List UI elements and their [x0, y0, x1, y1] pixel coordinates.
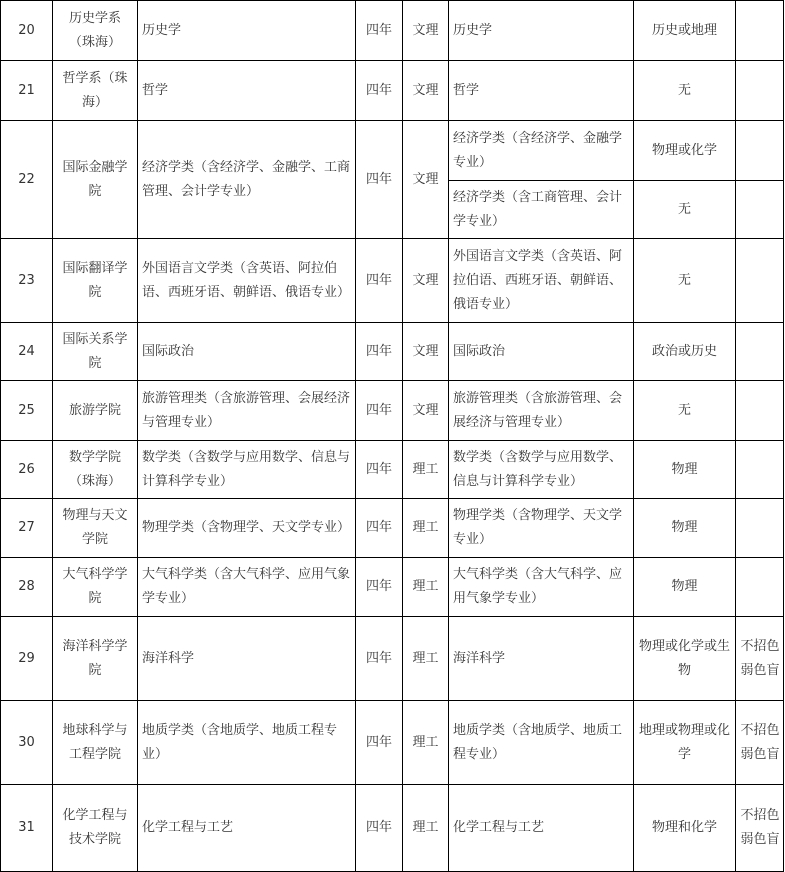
note: 不招色弱色盲: [740, 638, 780, 678]
study-years: 四年: [365, 272, 392, 288]
subject-requirement: 无: [677, 201, 691, 217]
college-name: 化学工程与技术学院: [62, 808, 128, 847]
note: 不招色弱色盲: [740, 722, 780, 762]
subject-group: 地质学类（含地质学、地质工程专业）: [453, 722, 623, 762]
subject-group: 国际政治: [453, 343, 506, 359]
subject-group: 历史学: [453, 22, 493, 38]
major-name: 旅游管理类（含旅游管理、会展经济与管理专业）: [142, 390, 351, 430]
subject-group: 经济学类（含经济学、金融学专业）: [453, 130, 623, 170]
major-name: 哲学: [142, 82, 169, 98]
subject-category: 文理: [412, 22, 439, 38]
row-number: 28: [18, 579, 35, 594]
row-number: 20: [18, 22, 35, 38]
subject-requirement: 历史或地理: [651, 22, 717, 38]
subject-group: 哲学: [453, 82, 480, 98]
major-name: 化学工程与工艺: [142, 820, 234, 835]
subject-group: 大气科学类（含大气科学、应用气象学专业）: [453, 567, 623, 606]
row-number: 23: [18, 272, 35, 288]
subject-category: 理工: [412, 461, 439, 477]
subject-group: 经济学类（含工商管理、会计学专业）: [453, 189, 623, 229]
study-years: 四年: [365, 171, 392, 187]
row-number: 24: [18, 343, 35, 359]
study-years: 四年: [365, 82, 392, 98]
college-name: 旅游学院: [68, 402, 121, 418]
major-name: 历史学: [142, 22, 182, 38]
study-years: 四年: [365, 579, 392, 594]
subject-category: 理工: [412, 650, 439, 666]
subject-category: 理工: [412, 579, 439, 594]
subject-category: 理工: [412, 734, 439, 750]
subject-category: 理工: [412, 820, 439, 835]
subject-category: 文理: [412, 343, 439, 359]
college-name: 物理与天文学院: [62, 508, 128, 547]
subject-requirement: 无: [677, 272, 691, 288]
college-name: 地球科学与工程学院: [62, 722, 128, 762]
subject-category: 文理: [412, 402, 439, 418]
major-name: 海洋科学: [142, 650, 195, 666]
subject-category: 理工: [412, 520, 439, 535]
college-name: 海洋科学学院: [62, 638, 128, 678]
subject-requirement: 物理: [671, 461, 698, 477]
subject-group: 物理学类（含物理学、天文学专业）: [453, 508, 623, 547]
subject-requirement: 无: [677, 402, 691, 418]
subject-group: 数学类（含数学与应用数学、信息与计算科学专业）: [453, 449, 623, 489]
major-name: 经济学类（含经济学、金融学、工商管理、会计学专业）: [142, 159, 351, 199]
subject-requirement: 物理和化学: [651, 820, 717, 835]
subject-requirement: 无: [677, 82, 691, 98]
major-name: 外国语言文学类（含英语、阿拉伯语、西班牙语、朝鲜语、俄语专业）: [142, 260, 351, 300]
major-name: 数学类（含数学与应用数学、信息与计算科学专业）: [142, 449, 351, 489]
row-number: 22: [18, 171, 35, 187]
subject-requirement: 地理或物理或化学: [638, 722, 730, 762]
college-name: 国际关系学院: [62, 331, 128, 371]
subject-category: 文理: [412, 82, 439, 98]
subject-group: 外国语言文学类（含英语、阿拉伯语、西班牙语、朝鲜语、俄语专业）: [453, 248, 623, 312]
study-years: 四年: [365, 22, 392, 38]
study-years: 四年: [365, 520, 392, 535]
row-number: 25: [18, 402, 35, 418]
major-name: 国际政治: [142, 343, 195, 359]
study-years: 四年: [365, 402, 392, 418]
subject-group: 海洋科学: [453, 650, 506, 666]
major-name: 地质学类（含地质学、地质工程专业）: [142, 722, 338, 762]
note: 不招色弱色盲: [740, 808, 780, 847]
college-name: 国际金融学院: [62, 159, 128, 199]
major-name: 大气科学类（含大气科学、应用气象学专业）: [142, 567, 351, 606]
study-years: 四年: [365, 650, 392, 666]
subject-requirement: 物理: [671, 520, 698, 535]
study-years: 四年: [365, 820, 392, 835]
subject-requirement: 政治或历史: [651, 343, 717, 359]
college-name: 哲学系（珠海）: [62, 70, 128, 110]
college-name: 历史学系（珠海）: [68, 10, 121, 50]
subject-group: 化学工程与工艺: [453, 820, 545, 835]
row-number: 21: [18, 82, 35, 98]
row-number: 31: [18, 820, 35, 835]
subject-requirement: 物理或化学或生物: [638, 638, 730, 678]
major-name: 物理学类（含物理学、天文学专业）: [142, 520, 351, 535]
college-name: 国际翻译学院: [62, 260, 128, 300]
subject-category: 文理: [412, 171, 439, 187]
subject-requirement: 物理: [671, 579, 698, 594]
row-number: 26: [18, 461, 35, 477]
subject-requirement: 物理或化学: [651, 142, 717, 158]
row-number: 29: [18, 650, 35, 666]
college-name: 大气科学学院: [62, 567, 128, 606]
study-years: 四年: [365, 343, 392, 359]
row-number: 27: [18, 520, 35, 535]
study-years: 四年: [365, 461, 392, 477]
subject-group: 旅游管理类（含旅游管理、会展经济与管理专业）: [453, 390, 623, 430]
row-number: 30: [18, 734, 35, 750]
subject-category: 文理: [412, 272, 439, 288]
study-years: 四年: [365, 734, 392, 750]
college-name: 数学学院（珠海）: [68, 449, 121, 489]
